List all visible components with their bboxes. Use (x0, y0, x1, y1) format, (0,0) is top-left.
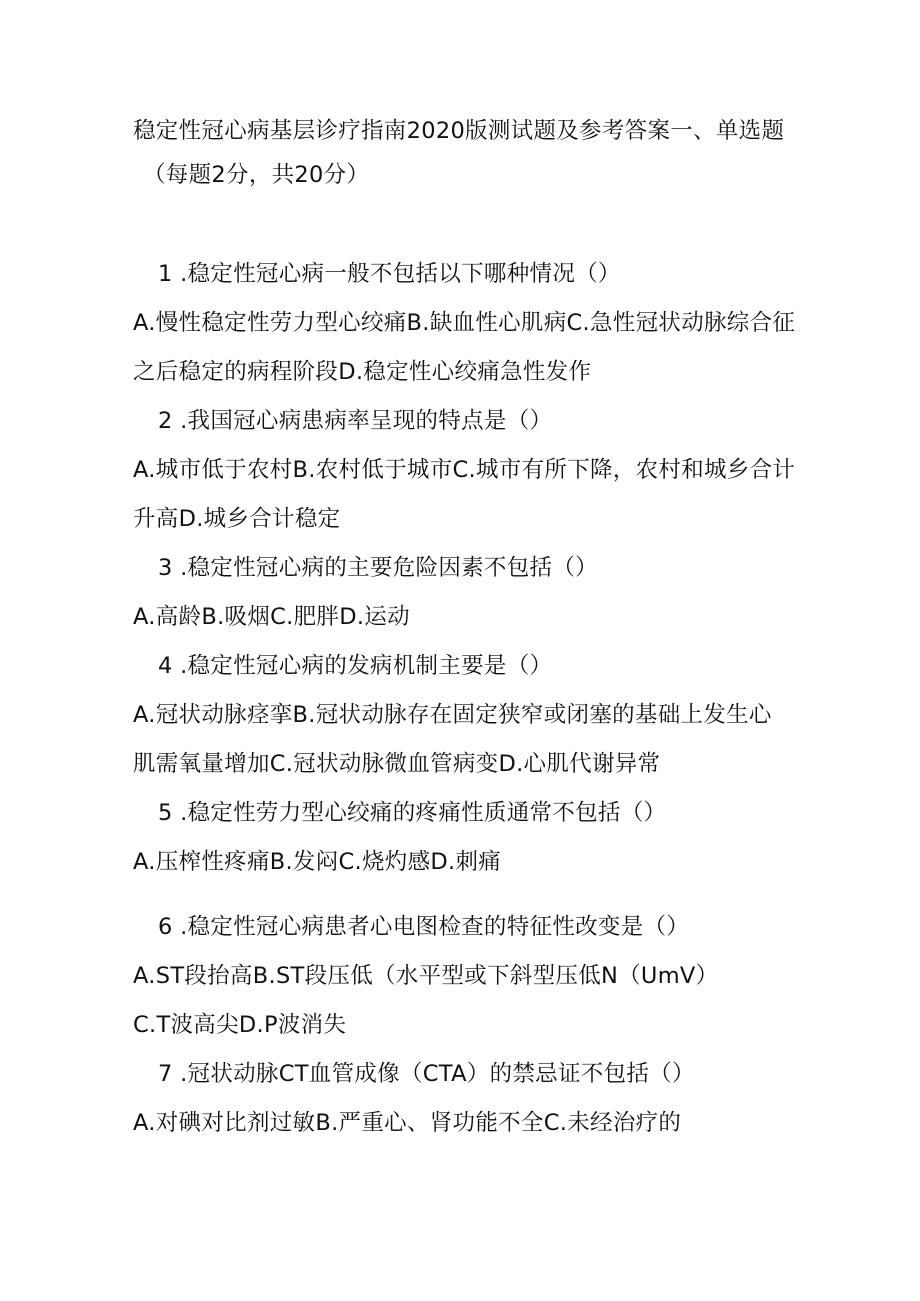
question-1-options-line-1: A.慢性稳定性劳力型心绞痛B.缺血性心肌病C.急性冠状动脉综合征 (133, 310, 796, 336)
document-title: 稳定性冠心病基层诊疗指南2020版测试题及参考答案一、单选题 (133, 118, 785, 144)
question-4-options-line-2: 肌需氧量增加C.冠状动脉微血管病变D.心肌代谢异常 (133, 751, 661, 777)
question-5-options-line-1: A.压榨性疼痛B.发闷C.烧灼感D.刺痛 (133, 849, 502, 875)
question-7-stem: 7 .冠状动脉CT血管成像（CTA）的禁忌证不包括（） (158, 1061, 695, 1087)
question-6-stem: 6 .稳定性冠心病患者心电图检查的特征性改变是（） (158, 914, 690, 940)
question-6-options-line-2: C.T波高尖D.P波消失 (133, 1012, 347, 1038)
question-6-options-line-1: A.ST段抬高B.ST段压低（水平型或下斜型压低N（UmV） (133, 963, 719, 989)
question-1-stem: 1 .稳定性冠心病一般不包括以下哪种情况（） (158, 261, 621, 287)
question-5-stem: 5 .稳定性劳力型心绞痛的疼痛性质通常不包括（） (158, 800, 667, 826)
question-2-options-line-1: A.城市低于农村B.农村低于城市C.城市有所下降，农村和城乡合计 (133, 457, 796, 483)
question-4-options-line-1: A.冠状动脉痉挛B.冠状动脉存在固定狭窄或闭塞的基础上发生心 (133, 702, 772, 728)
question-3-stem: 3 .稳定性冠心病的主要危险因素不包括（） (158, 555, 598, 581)
document-subtitle: （每题2分，共20分） (143, 162, 370, 188)
question-2-stem: 2 .我国冠心病患病率呈现的特点是（） (158, 408, 553, 434)
question-4-stem: 4 .稳定性冠心病的发病机制主要是（） (158, 653, 553, 679)
question-7-options-line-1: A.对碘对比剂过敏B.严重心、肾功能不全C.未经治疗的 (133, 1110, 682, 1136)
question-3-options-line-1: A.高龄B.吸烟C.肥胖D.运动 (133, 604, 410, 630)
question-1-options-line-2: 之后稳定的病程阶段D.稳定性心绞痛急性发作 (133, 359, 592, 385)
question-2-options-line-2: 升高D.城乡合计稳定 (133, 506, 341, 532)
